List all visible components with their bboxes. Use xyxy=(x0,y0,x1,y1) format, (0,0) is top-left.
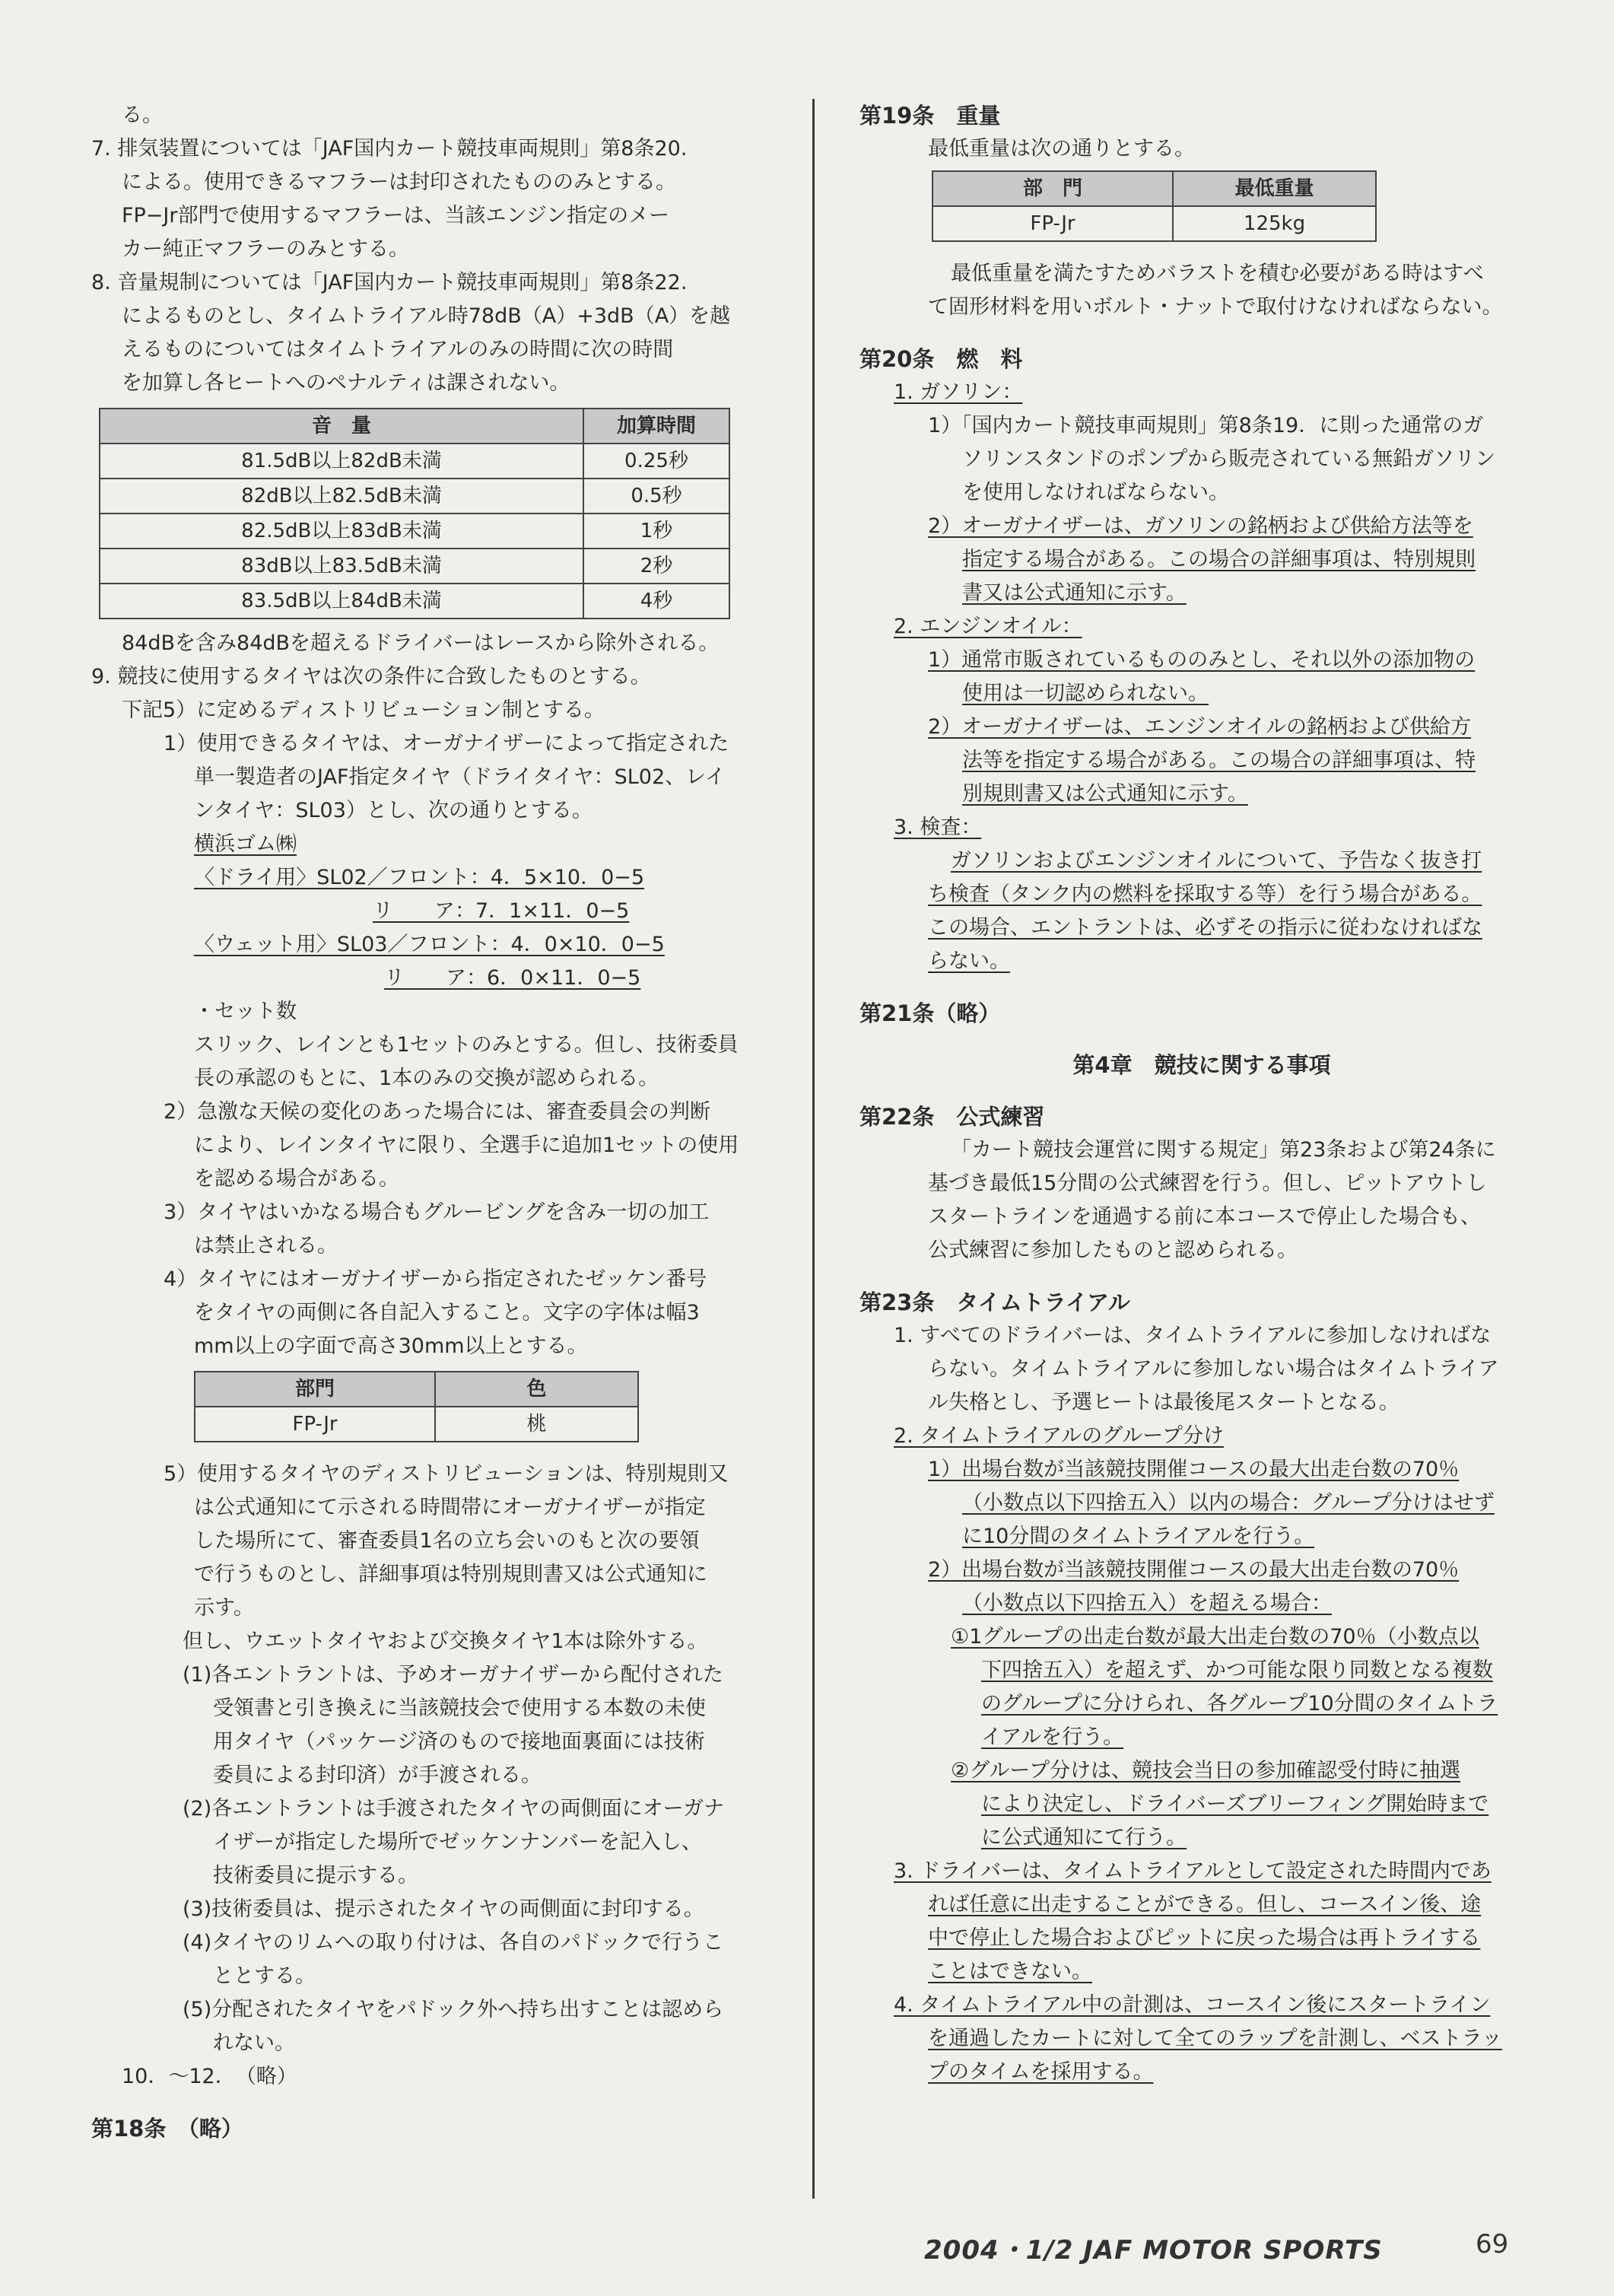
text-line: カー純正マフラーのみとする。 xyxy=(122,237,409,261)
text-line: 横浜ゴム㈱ xyxy=(194,832,297,856)
text-line: ととする。 xyxy=(213,1964,316,1988)
text-line: 書又は公式通知に示す。 xyxy=(962,581,1187,605)
text-line: 3. ドライバーは、タイムトライアルとして設定された時間内であ xyxy=(894,1859,1492,1883)
spacer xyxy=(859,978,1544,997)
text-line: 〈ウェット用〉SL03／フロント：4．0×10．0−5 xyxy=(194,933,665,956)
text-line: プのタイムを採用する。 xyxy=(928,2060,1154,2084)
article-20-heading: 第20条 燃 料 xyxy=(859,346,1023,372)
table-cell: 0.25秒 xyxy=(583,444,729,479)
table-cell: 0.5秒 xyxy=(583,479,729,514)
table-cell: 4秒 xyxy=(583,584,729,619)
table-cell: 125kg xyxy=(1173,206,1376,241)
table-header: 色 xyxy=(435,1372,638,1407)
text-line: 別規則書又は公式通知に示す。 xyxy=(962,782,1248,806)
text-line: ①1グループの出走台数が最大出走台数の70％（小数点以 xyxy=(951,1625,1479,1649)
article-21-heading: 第21条（略） xyxy=(859,1000,1001,1026)
text-line: 下四捨五入）を超えず、かつ可能な限り同数となる複数 xyxy=(981,1658,1493,1682)
spacer xyxy=(859,1267,1544,1286)
table-row xyxy=(100,514,729,549)
table-header: 部 門 xyxy=(932,171,1173,206)
left-block-a xyxy=(91,99,776,400)
spacer xyxy=(91,2094,776,2112)
text-line: ち検査（タンク内の燃料を採取する等）を行う場合がある。 xyxy=(928,882,1482,906)
spacer xyxy=(859,1082,1544,1100)
text-line: 指定する場合がある。この場合の詳細事項は、特別規則 xyxy=(962,548,1476,571)
text-line: ②グループ分けは、競技会当日の参加確認受付時に抽選 xyxy=(951,1759,1461,1782)
table-header-row xyxy=(195,1372,638,1407)
text-line: 使用は一切認められない。 xyxy=(962,682,1209,705)
text-line: スタートラインを通過する前に本コースで停止した場合も、 xyxy=(928,1205,1481,1229)
article-23-heading: 第23条 タイムトライアル xyxy=(859,1290,1130,1315)
table-row xyxy=(100,479,729,514)
text-line: 委員による封印済）が手渡される。 xyxy=(213,1763,542,1787)
article-20-body xyxy=(859,376,1544,978)
table-cell: 81.5dB以上82dB未満 xyxy=(100,444,583,479)
text-line: (2)各エントラントは手渡されたタイヤの両側面にオーガナ xyxy=(183,1797,725,1821)
text-line: 3. 検査： xyxy=(894,816,982,839)
text-line: 8. 音量規制については「JAF国内カート競技車両規則」第8条22. xyxy=(91,271,688,294)
text-line: リ ア：7．1×11．0−5 xyxy=(373,899,630,923)
table-header: 部門 xyxy=(195,1372,435,1407)
tire-color-table xyxy=(194,1371,639,1442)
text-line: えるものについてはタイムトライアルのみの時間に次の時間 xyxy=(122,338,674,361)
text-line: 2）オーガナイザーは、エンジンオイルの銘柄および供給方 xyxy=(928,715,1472,739)
text-line: は禁止される。 xyxy=(194,1234,338,1258)
text-line: イアルを行う。 xyxy=(981,1725,1124,1749)
text-line: リ ア：6．0×11．0−5 xyxy=(384,966,641,990)
text-line: 公式練習に参加したものと認められる。 xyxy=(928,1239,1298,1262)
text-line: ことはできない。 xyxy=(928,1960,1092,1983)
table-row xyxy=(100,549,729,584)
table-cell: 1秒 xyxy=(583,514,729,549)
table-header: 音 量 xyxy=(100,409,583,444)
text-line: 9. 競技に使用するタイヤは次の条件に合致したものとする。 xyxy=(91,665,651,688)
text-line: 法等を指定する場合がある。この場合の詳細事項は、特 xyxy=(962,749,1476,772)
text-line: 用タイヤ（パッケージ済のもので接地面裏面には技術 xyxy=(213,1730,705,1754)
text-line: 84dBを含み84dBを超えるドライバーはレースから除外される。 xyxy=(122,631,720,655)
table-header-row xyxy=(932,171,1376,206)
article-18-heading: 第18条 （略） xyxy=(91,2116,243,2142)
table-cell: 83.5dB以上84dB未満 xyxy=(100,584,583,619)
text-line: 「カート競技会運営に関する規定」第23条および第24条に xyxy=(951,1138,1496,1162)
left-column xyxy=(91,99,776,2145)
text-line: ンタイヤ：SL03）とし、次の通りとする。 xyxy=(194,799,593,822)
text-line: れない。 xyxy=(213,2031,295,2055)
table-cell: 83dB以上83.5dB未満 xyxy=(100,549,583,584)
table-cell: 82.5dB以上83dB未満 xyxy=(100,514,583,549)
text-line: をタイヤの両側に各自記入すること。文字の字体は幅3 xyxy=(194,1301,700,1324)
sound-penalty-table xyxy=(99,408,730,619)
table-cell: FP-Jr xyxy=(195,1407,435,1442)
text-line: 10．〜12． （略） xyxy=(122,2065,297,2088)
table-header-row xyxy=(100,409,729,444)
table-cell: FP-Jr xyxy=(932,206,1173,241)
text-line: のグループに分けられ、各グループ10分間のタイムトラ xyxy=(981,1692,1498,1716)
text-line: （小数点以下四捨五入）を超える場合： xyxy=(962,1592,1332,1615)
text-line: に10分間のタイムトライアルを行う。 xyxy=(962,1525,1315,1548)
text-line: 1）「国内カート競技車両規則」第8条19．に則った通常のガ xyxy=(928,414,1484,437)
text-line: 4. タイムトライアル中の計測は、コースイン後にスタートライン xyxy=(894,1993,1491,2017)
column-divider xyxy=(812,99,815,2199)
text-line: 長の承認のもとに、1本のみの交換が認められる。 xyxy=(194,1067,659,1090)
article-19-body xyxy=(859,257,1544,324)
text-line: この場合、エントラントは、必ずその指示に従わなければな xyxy=(928,916,1482,940)
text-line: は公式通知にて示される時間帯にオーガナイザーが指定 xyxy=(194,1496,706,1519)
table-cell: 2秒 xyxy=(583,549,729,584)
table-row xyxy=(195,1407,638,1442)
text-line: FP−Jr部門で使用するマフラーは、当該エンジン指定のメー xyxy=(122,204,670,227)
text-line: により決定し、ドライバーズブリーフィング開始時まで xyxy=(981,1792,1489,1816)
text-line: による。使用できるマフラーは封印されたもののみとする。 xyxy=(122,170,676,194)
table-row xyxy=(100,584,729,619)
text-line: 4）タイヤにはオーガナイザーから指定されたゼッケン番号 xyxy=(164,1267,707,1291)
table-row xyxy=(100,444,729,479)
text-line: らない。 xyxy=(928,949,1010,973)
right-column xyxy=(859,99,1544,2089)
text-line: 1. ガソリン： xyxy=(894,380,1023,404)
text-line: 2. エンジンオイル： xyxy=(894,615,1082,638)
text-line: る。 xyxy=(122,103,163,127)
text-line: (1)各エントラントは、予めオーガナイザーから配付された xyxy=(183,1663,723,1687)
article-22-heading: 第22条 公式練習 xyxy=(859,1104,1045,1130)
table-row xyxy=(932,206,1376,241)
text-line: により、レインタイヤに限り、全選手に追加1セットの使用 xyxy=(194,1134,739,1157)
text-line: (4)タイヤのリムへの取り付けは、各自のパドックで行うこ xyxy=(183,1931,724,1954)
article-19-intro: 最低重量は次の通りとする。 xyxy=(928,137,1195,161)
text-line: 〈ドライ用〉SL02／フロント：4．5×10．0−5 xyxy=(194,866,645,889)
text-line: 2）オーガナイザーは、ガソリンの銘柄および供給方法等を xyxy=(928,514,1473,538)
text-line: イザーが指定した場所でゼッケンナンバーを記入し、 xyxy=(213,1830,702,1854)
spacer xyxy=(859,324,1544,342)
table-cell: 桃 xyxy=(435,1407,638,1442)
text-line: (5)分配されたタイヤをパドック外へ持ち出すことは認めら xyxy=(183,1998,724,2021)
table-header: 最低重量 xyxy=(1173,171,1376,206)
article-23-body xyxy=(859,1319,1544,2089)
text-line: によるものとし、タイムトライアル時78dB（A）+3dB（A）を越 xyxy=(122,304,731,328)
text-line: 最低重量を満たすためバラストを積む必要がある時はすべ xyxy=(951,262,1484,285)
text-line: 7. 排気装置については「JAF国内カート競技車両規則」第8条20. xyxy=(91,137,688,161)
text-line: 基づき最低15分間の公式練習を行う。但し、ピットアウトし xyxy=(928,1172,1487,1195)
text-line: mm以上の字面で高さ30mm以上とする。 xyxy=(194,1334,588,1358)
table-cell: 82dB以上82.5dB未満 xyxy=(100,479,583,514)
minimum-weight-table xyxy=(932,170,1377,242)
chapter-4-heading: 第4章 競技に関する事項 xyxy=(1072,1052,1331,1078)
text-line: 1. すべてのドライバーは、タイムトライアルに参加しなければな xyxy=(894,1324,1492,1347)
text-line: ソリンスタンドのポンプから販売されている無鉛ガソリン xyxy=(962,447,1496,471)
text-line: て固形材料を用いボルト・ナットで取付けなければならない。 xyxy=(928,295,1503,319)
text-line: 受領書と引き換えに当該競技会で使用する本数の未使 xyxy=(213,1697,706,1720)
text-line: 中で停止した場合およびピットに戻った場合は再トライする xyxy=(928,1926,1481,1950)
spacer xyxy=(859,1030,1544,1048)
left-block-c xyxy=(91,1458,776,2094)
text-line: 示す。 xyxy=(194,1596,254,1620)
text-line: 1）通常市販されているもののみとし、それ以外の添加物の xyxy=(928,648,1476,672)
text-line: スリック、レインとも1セットのみとする。但し、技術委員 xyxy=(194,1033,739,1057)
text-line: (3)技術委員は、提示されたタイヤの両側面に封印する。 xyxy=(183,1897,704,1921)
article-22-body xyxy=(859,1134,1544,1267)
text-line: を使用しなければならない。 xyxy=(962,481,1229,504)
magazine-footer: 2004・1/2 JAF MOTOR SPORTS xyxy=(924,2235,1383,2266)
text-line: ・セット数 xyxy=(194,1000,297,1023)
text-line: した場所にて、審査委員1名の立ち会いのもと次の要領 xyxy=(194,1529,700,1553)
text-line: ル失格とし、予選ヒートは最後尾スタートとなる。 xyxy=(928,1391,1400,1414)
text-line: 3）タイヤはいかなる場合もグルービングを含み一切の加工 xyxy=(164,1200,710,1224)
text-line: 2）出場台数が当該競技開催コースの最大出走台数の70％ xyxy=(928,1558,1460,1582)
text-line: 2. タイムトライアルのグループ分け xyxy=(894,1424,1224,1448)
left-block-b xyxy=(91,627,776,1363)
text-line: れば任意に出走することができる。但し、コースイン後、途 xyxy=(928,1893,1482,1916)
text-line: 1）使用できるタイヤは、オーガナイザーによって指定された xyxy=(164,732,729,755)
article-19-heading: 第19条 重量 xyxy=(859,103,1001,129)
text-line: に公式通知にて行う。 xyxy=(981,1826,1187,1849)
text-line: 単一製造者のJAF指定タイヤ（ドライタイヤ：SL02、レイ xyxy=(194,765,726,789)
text-line: （小数点以下四捨五入）以内の場合：グループ分けはせず xyxy=(962,1491,1495,1515)
text-line: 技術委員に提示する。 xyxy=(213,1864,418,1887)
text-line: らない。タイムトライアルに参加しない場合はタイムトライア xyxy=(928,1357,1499,1381)
text-line: 1）出場台数が当該競技開催コースの最大出走台数の70％ xyxy=(928,1458,1460,1481)
text-line: で行うものとし、詳細事項は特別規則書又は公式通知に xyxy=(194,1563,707,1586)
text-line: を通過したカートに対して全てのラップを計測し、ベストラッ xyxy=(928,2027,1502,2050)
text-line: を加算し各ヒートへのペナルティは課されない。 xyxy=(122,371,570,395)
text-line: 下記5）に定めるディストリビューション制とする。 xyxy=(122,698,605,722)
table-header: 加算時間 xyxy=(583,409,729,444)
text-line: ガソリンおよびエンジンオイルについて、予告なく抜き打 xyxy=(951,849,1482,873)
text-line: 5）使用するタイヤのディストリビューションは、特別規則又 xyxy=(164,1462,729,1486)
text-line: 但し、ウエットタイヤおよび交換タイヤ1本は除外する。 xyxy=(183,1630,708,1653)
text-line: を認める場合がある。 xyxy=(194,1167,399,1191)
page-number: 69 xyxy=(1476,2229,1509,2259)
text-line: 2）急激な天候の変化のあった場合には、審査委員会の判断 xyxy=(164,1100,710,1124)
